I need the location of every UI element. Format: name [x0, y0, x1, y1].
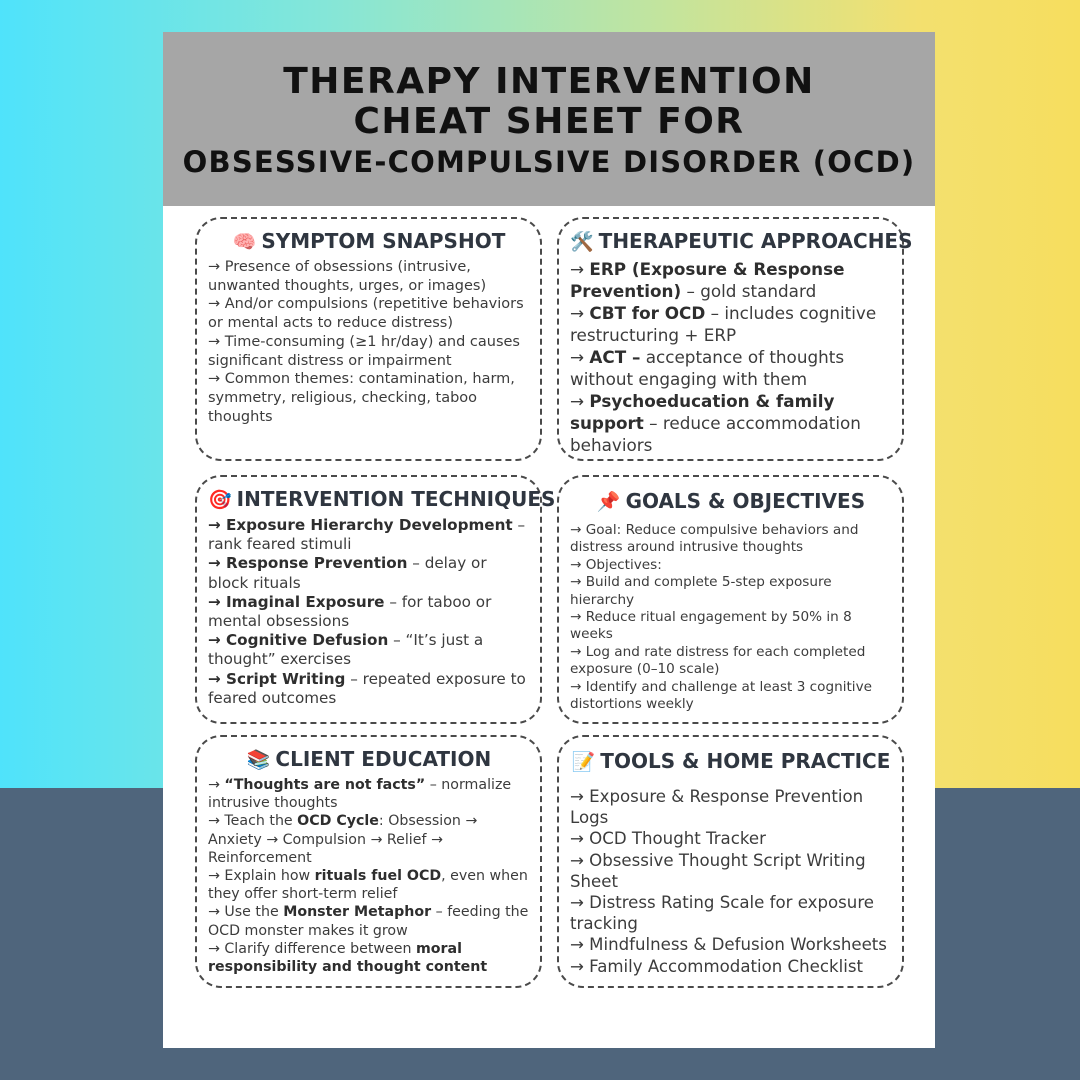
- section-title: 🧠 SYMPTOM SNAPSHOT: [232, 229, 506, 253]
- section-title: 🎯 INTERVENTION TECHNIQUES: [208, 487, 556, 511]
- list-item: → Exposure Hierarchy Development – rank feared stimuli: [208, 516, 526, 554]
- list-item: → “Thoughts are not facts” – normalize intrusive thoughts: [208, 777, 512, 812]
- section-items: [208, 776, 530, 976]
- list-item: → Use the Monster Metaphor – feeding the OCD monster makes it grow: [208, 904, 529, 939]
- books-icon: 📚: [246, 749, 271, 771]
- title-line-1: THERAPY INTERVENTION: [283, 61, 815, 102]
- therapeutic-approaches-card: [557, 217, 913, 461]
- list-item: → Clarify difference between moral responsibility and thought content: [208, 940, 488, 976]
- section-title: 📚 CLIENT EDUCATION: [246, 747, 492, 771]
- list-item: → Log and rate distress for each completed exposure (0–10 scale): [570, 643, 866, 678]
- list-item: → Common themes: contamination, harm, symmetry, religious, checking, taboo thoughts: [208, 371, 515, 425]
- goals-objectives-card: [557, 475, 904, 724]
- list-item: → And/or compulsions (repetitive behaviors or mental acts to reduce distress): [208, 296, 524, 332]
- list-item: → ACT – acceptance of thoughts without engaging with them: [570, 347, 845, 389]
- list-item: → Teach the OCD Cycle: Obsession → Anxiety → Compulsion → Relief → Reinforcement: [208, 813, 478, 866]
- section-title: 📝 TOOLS & HOME PRACTICE: [571, 749, 891, 773]
- list-item: → Distress Rating Scale for exposure tracking: [570, 893, 874, 934]
- title-line-3: OBSESSIVE-COMPULSIVE DISORDER (OCD): [182, 145, 916, 179]
- list-item: → Explain how rituals fuel OCD, even when they offer short-term relief: [208, 868, 528, 903]
- title-line-2: CHEAT SHEET FOR: [353, 101, 745, 142]
- tools-home-practice-card: [557, 735, 904, 988]
- title-banner: [163, 32, 935, 206]
- list-item: → Mindfulness & Defusion Worksheets: [570, 935, 887, 955]
- section-items: [208, 516, 530, 708]
- list-item: → Goal: Reduce compulsive behaviors and distress around intrusive thoughts: [570, 522, 859, 556]
- list-item: → ERP (Exposure & Response Prevention) – gold standard: [570, 259, 845, 301]
- list-item: → Cognitive Defusion – “It’s just a thought” exercises: [208, 631, 484, 669]
- intervention-techniques-card: [195, 475, 556, 724]
- list-item: → Imaginal Exposure – for taboo or mental obsessions: [208, 592, 492, 631]
- section-title: 📌 GOALS & OBJECTIVES: [596, 489, 866, 513]
- brain-icon: 🧠: [232, 231, 257, 253]
- tools-icon: 🛠️: [570, 231, 594, 253]
- list-item: → OCD Thought Tracker: [570, 829, 766, 849]
- list-item: → CBT for OCD – includes cognitive restructuring + ERP: [570, 303, 877, 345]
- client-education-card: [195, 735, 542, 988]
- list-item: → Family Accommodation Checklist: [570, 956, 863, 976]
- list-item: → Presence of obsessions (intrusive, unwanted thoughts, urges, or images): [208, 259, 487, 294]
- list-item: → Time-consuming (≥1 hr/day) and causes significant distress or impairment: [208, 333, 520, 369]
- list-item: → Response Prevention – delay or block rituals: [208, 554, 487, 592]
- list-item: → Obsessive Thought Script Writing Sheet: [570, 850, 866, 891]
- list-item: → Script Writing – repeated exposure to feared outcomes: [208, 669, 526, 707]
- section-items: [570, 782, 892, 977]
- list-item: → Psychoeducation & family support – reduce accommodation behaviors: [570, 391, 861, 455]
- section-items: [570, 258, 892, 456]
- symptom-snapshot-card: [195, 217, 542, 461]
- list-item: → Objectives:: [570, 556, 662, 573]
- pushpin-icon: 📌: [596, 491, 621, 513]
- section-title: 🛠️ THERAPEUTIC APPROACHES: [570, 229, 913, 253]
- section-items: [570, 522, 892, 713]
- list-item: → Build and complete 5-step exposure hierarchy: [570, 574, 832, 608]
- list-item: → Identify and challenge at least 3 cognitive distortions weekly: [570, 678, 872, 713]
- target-icon: 🎯: [208, 489, 232, 511]
- list-item: → Reduce ritual engagement by 50% in 8 weeks: [570, 609, 852, 643]
- memo-icon: 📝: [571, 751, 596, 773]
- cheat-sheet-page: [163, 32, 935, 1048]
- list-item: → Exposure & Response Prevention Logs: [570, 787, 864, 828]
- section-items: [208, 258, 530, 426]
